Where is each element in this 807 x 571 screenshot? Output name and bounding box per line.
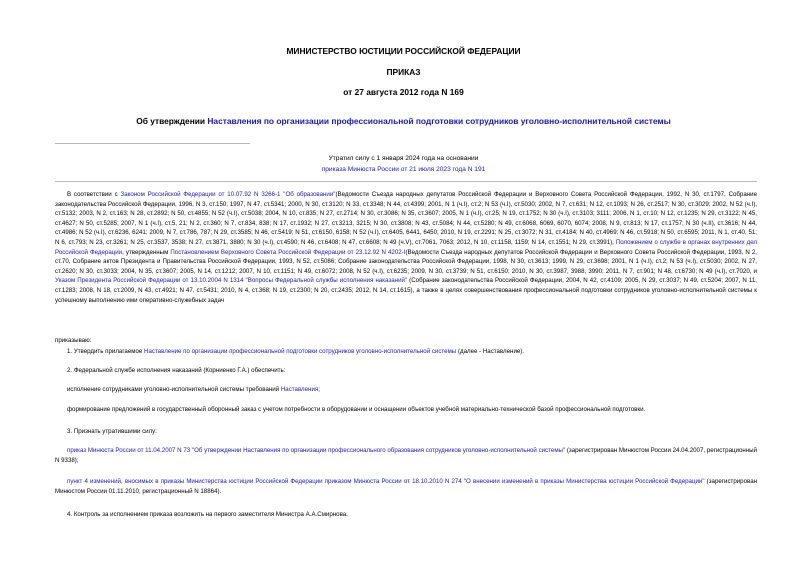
item-2a-text: исполнение сотрудниками уголовно-исполнительной системы требований — [67, 386, 281, 393]
doc-type-heading: ПРИКАЗ — [386, 67, 421, 77]
order-word: приказываю: — [55, 337, 92, 344]
item-3b — [55, 477, 757, 496]
date-number-heading: от 27 августа 2012 года N 169 — [343, 87, 464, 97]
item-1 — [55, 347, 757, 357]
manual-link[interactable]: Наставление по организации профессиональной подготовки сотрудников уголовно-исполнительной системы — [144, 348, 457, 355]
order-73-link[interactable]: приказ Минюста России от 11.04.2007 N 73 "Об утверждении Наставления по организации профессионального образования сотрудников уголовно-исполнительной системы" — [67, 447, 566, 454]
item-2b: формирование предложений в государственный оборонный заказ с учетом потребности в оборудовании и оснащении объектов учебной материально-технической базой профессиональной подготовки. — [67, 406, 646, 413]
repeal-note: Утратил силу с 1 января 2024 года на основании — [328, 155, 479, 162]
item-2a-end: ; — [318, 386, 320, 393]
order-274-link[interactable]: пункт 4 изменений, вносимых в приказы Министерства юстиции Российской Федерации приказом Минюста России от 18.10.2010 N 274 "О внесении изменений в приказы Министерства юстиции Российской Федерации" — [67, 478, 705, 485]
short-divider — [55, 143, 250, 144]
regulation-service-link[interactable]: Положением о службе в органах внутренних дел Российской Федерации — [55, 238, 757, 256]
preamble-text-3: , утвержденным — [122, 248, 171, 256]
item-2: 2. Федеральной службе исполнения наказаний (Корниенко Г.А.) обеспечить: — [67, 367, 286, 374]
item-3b-text: (зарегистрирован Минюстом России 01.11.2010, регистрационный N 18864). — [55, 478, 757, 495]
preamble-text-1: В соответствии с — [67, 191, 121, 198]
item-3a-text: (зарегистрирован Минюстом России 24.04.2007, регистрационный N 9338); — [55, 447, 757, 464]
preamble-text-2: (Ведомости Съезда народных депутатов Российской Федерации и Верховного Совета Российской Федерации, 1992, N 30, ст.1797, Собрание законодательства Российской Федерации, 1996, N 3, ст.150; 1997, N 47, ст.5341; 2000, N 30, ст.3120; N 33, ст.3348; N 44, ст.4399; 2001, N 1 (ч.I), ст.2; N 53 (ч.I), ст.5030; 2002, N 7, ст.631; N 12, ст.1093; N 26, ст.2517; N 30, ст.3029; 2002, N 52 (ч.I), ст.5132; 2003, N 2, ст.163; N 28, ст.2892; N 50, ст.4855; N 52 (ч.I), ст.5038; 2004, N 10, ст.835; N 27, ст.2714; N 30, ст.3086; N 35, ст.3607; 2005, N 1 (ч.I), ст.25; N 19, ст.1752; N 30 (ч.I), ст.3103; 3111; 2006, N 1, ст.10; N 12, ст.1235; N 29, ст.3122; N 45, ст.4627; N 50, ст.5285; 2007, N 1 (ч.I), ст.5, 21; N 2, ст.360; N 7, ст.834, 838; N 17, ст.1932; N 27, ст.3213, 3215; N 30, ст.3808; N 43, ст.5084; N 44, ст.5280; N 49, ст.6068, 6069, 6070, 6074; 2008, N 9, ст.813; N 17, ст.1757; N 30 (ч.II), ст.3616; N 44, ст.4986; N 52 (ч.I), ст.6236, 6241; 2009, N 7, ст.786, 787; N 29, ст.3585; N 46, ст.5419; N 51, ст.6150, 6158; N 52 (ч.I), ст.6405, 6441, 6450; 2010, N 19, ст.2291; N 25, ст.3072; N 31, ст.4184; N 40, ст.4969; N 46, ст.5918; N 50, ст.6595; 2011, N 1, ст.40, 51; N 6, ст.793; N 23, ст.3261; N 25, ст.3537, 3538; N 27, ст.3871, 3880; N 30 (ч.I), ст.4590; N 46, ст.6408; N 47, ст.6608; N 49 (ч.V), ст.7061, 7063; 2012, N 10, ст.1158, 1159; N 14, ст.1551; N 29, ст.3991), — [55, 191, 757, 246]
repeal-order-link[interactable]: приказа Минюста России от 21 июля 2023 года N 191 — [321, 166, 486, 173]
manual-short-link[interactable]: Наставления — [280, 386, 319, 393]
preamble-text-4: (Ведомости Съезда народных депутатов Российской Федерации и Верховного Совета Российской Федерации, 1993, N 2, ст.70, Собрание актов Президента и Правительства Российской Федерации, 1993, N 52, ст.5086; Собрание законодательства Российской Федерации, 1998, N 30, ст.3613; 1999, N 29, ст.3698; 2001, N 1 (ч.I), ст.2; N 53 (ч.I), ст.5030; 2002, N 27, ст.2620; N 30, ст.3033; 2004, N 35, ст.3607; 2005, N 14, ст.1212; 2007, N 10, ст.1151; N 49, ст.6072; 2008, N 52 (ч.I), ст.6235; 2009, N 30, ст.3739; N 51, ст.6150; 2010, N 30, ст.3987, 3988, 3990; 2011, N 7, ст.901; N 48, ст.6730; N 49 (ч.I), ст.7020, и — [55, 248, 757, 275]
item-1-text-end: (далее - Наставление). — [456, 348, 525, 355]
item-2a — [55, 385, 757, 395]
preamble-paragraph — [55, 190, 757, 305]
resolution-supreme-council-link[interactable]: Постановлением Верховного Совета Российской Федерации от 23.12.92 N 4202-I — [170, 248, 406, 256]
item-3a — [55, 446, 757, 465]
ministry-heading: МИНИСТЕРСТВО ЮСТИЦИИ РОССИЙСКОЙ ФЕДЕРАЦИИ — [286, 46, 521, 56]
title-link[interactable]: Наставления по организации профессиональной подготовки сотрудников уголовно-исполнительной системы — [207, 116, 671, 126]
presidential-decree-link[interactable]: Указом Президента Российской Федерации от 13.10.2004 N 1314 "Вопросы Федеральной службы исполнения наказаний" — [55, 277, 408, 285]
item-4: 4. Контроль за исполнением приказа возложить на первого заместителя Министра А.А.Смирнова. — [67, 511, 348, 518]
law-education-link[interactable]: Законом Российской Федерации от 10.07.92 N 3266-1 "Об образовании" — [120, 191, 336, 198]
title-prefix: Об утверждении — [136, 116, 208, 126]
item-1-text: 1. Утвердить прилагаемое — [67, 348, 145, 355]
preamble-text-5: (Собрание законодательства Российской Федерации, 2004, N 42, ст.4109; 2005, N 29, ст.3037; N 49, ст.5204; 2007, N 11, ст.1283; 2008, N 18, ст.2009, N 43, ст.4921; N 47, ст.5431; 2010, N 4, ст.368; N 19, ст.2300; N 20, ст.2435; 2012, N 14, ст.1615), а также в целях совершенствования профессиональной подготовки сотрудников уголовно-исполнительной системы к успешному выполнению ими оперативно-служебных задач — [55, 277, 757, 304]
long-divider — [55, 181, 757, 182]
document-title — [0, 116, 807, 126]
item-3: 3. Признать утратившими силу: — [67, 428, 157, 435]
